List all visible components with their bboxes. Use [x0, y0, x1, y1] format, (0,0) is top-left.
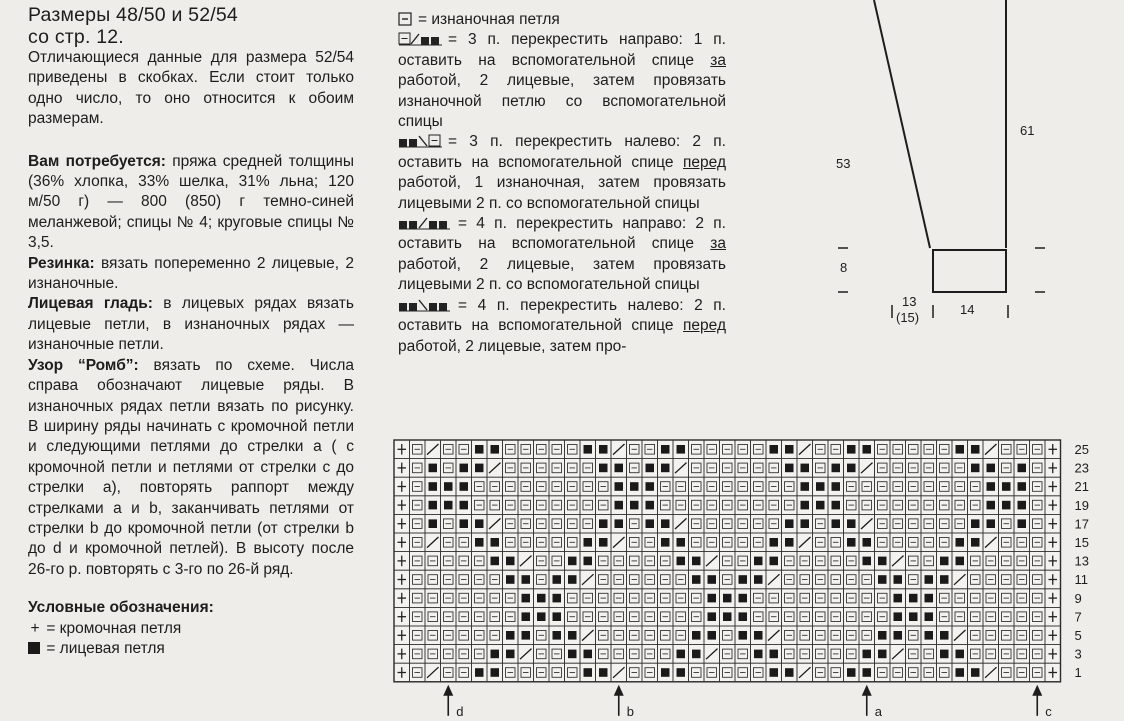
- page-ref: со стр. 12.: [28, 26, 124, 48]
- legend-edge-stitch: + = кромочная петля: [28, 619, 354, 639]
- materials-paragraph: [28, 152, 354, 254]
- row-number-label: 23: [1074, 460, 1089, 476]
- legend-cross-left-4: = 4 п. перекрестить налево: 2 п. оставить на вспомогательной спице перед работой, 2 лицевые, затем про-: [398, 296, 726, 355]
- materials-text: пряжа средней толщины (36% хлопка, 33% шелка, 31% льна; 120 м/50 г) — 800 (850) г темно-синей меланжевой; спицы № 4; круговые спицы № 3,5.: [28, 152, 354, 252]
- row-number-label: 11: [1074, 572, 1088, 588]
- dim-61: 61: [1020, 123, 1035, 138]
- dim-53: 53: [836, 156, 851, 171]
- repeat-arrow-a: [862, 685, 883, 719]
- repeat-arrow-d: [443, 685, 463, 719]
- arrow-label: b: [626, 703, 634, 719]
- row-number-label: 15: [1074, 535, 1089, 550]
- stockinette-text: в лицевых рядах вязать лицевые петли, в изнаночных рядах — изнаночные петли.: [28, 295, 354, 354]
- legend-cross-right-4: = 4 п. перекрестить направо: 2 п. оставить на вспомогательной спице за работой, 2 лицевые, затем провязать лицевыми 2 п. со вспомогательной спицы: [398, 215, 726, 294]
- size-title: Размеры 48/50 и 52/54: [28, 4, 238, 26]
- row-number-label: 5: [1074, 628, 1082, 643]
- middle-column: [398, 10, 726, 357]
- row-number-label: 19: [1074, 497, 1089, 513]
- row-number-label: 13: [1074, 553, 1089, 569]
- row-number-label: 21: [1074, 479, 1089, 495]
- row-numbers: [1075, 442, 1089, 680]
- row-number-label: 1: [1074, 665, 1082, 681]
- dim-8: 8: [840, 260, 848, 275]
- chart-grid: [394, 440, 1061, 682]
- cross-right-3-icon: [398, 32, 444, 46]
- repeat-arrows: [443, 685, 1052, 719]
- schematic-slanted-edge: [874, 0, 930, 248]
- pattern-text: вязать по схеме. Числа справа обозначают лицевые ряды. В изнаночных рядах петли вязать по рисунку. В ширину ряды начинать с кромочной петли и следующими петлями до стрелки а ( с кромочной петли и петлями от стрелки с до стрелки а), повторять раппорт между стрелками а и b, заканчивать петлями от стрелки b до кромочной петли (от стрелки b до d и кромочной петлей). В высоту после 26-го р. повторять с 3-го по 26-й ряд.: [28, 356, 354, 578]
- stockinette-heading: Лицевая гладь:: [28, 295, 153, 313]
- row-number-label: 7: [1074, 609, 1082, 625]
- arrow-label: d: [456, 703, 464, 719]
- left-column: [28, 4, 354, 659]
- legend-knit-stitch: = лицевая петля: [28, 639, 354, 659]
- rib-text: вязать попеременно 2 лицевые, 2 изнаночные.: [28, 254, 354, 293]
- legend-title: Условные обозначения:: [28, 599, 214, 617]
- repeat-arrow-c: [1032, 685, 1052, 719]
- cross-right-4-icon: [398, 216, 454, 230]
- intro-text: Отличающиеся данные для размера 52/54 приведены в скобках. Если стоит только одно число, то оно относится к обоим размерам.: [28, 49, 354, 128]
- knitting-chart: [380, 434, 1124, 721]
- materials-heading: Вам потребуется:: [28, 152, 166, 170]
- row-number-label: 17: [1074, 516, 1089, 532]
- row-number-label: 9: [1074, 590, 1082, 606]
- arrow-label: c: [1045, 703, 1052, 719]
- row-number-label: 25: [1074, 442, 1089, 457]
- pattern-heading: Узор “Ромб”:: [28, 356, 139, 374]
- garment-schematic: [830, 0, 1124, 330]
- legend-purl: = изнаночная петля: [398, 10, 726, 30]
- plus-icon: +: [30, 619, 40, 637]
- dim-13: 13: [902, 294, 917, 309]
- black-square-icon: [28, 642, 40, 654]
- dim-14: 14: [960, 302, 975, 317]
- legend-cross-right-3: = 3 п. перекрестить направо: 1 п. оставить на вспомогательной спице за работой, 2 лицевые, затем провязать изнаночной петлю со вспомогательной спицы: [398, 31, 726, 131]
- rib-paragraph: [28, 254, 354, 295]
- legend-cross-left-3: = 3 п. перекрестить налево: 2 п. оставить на вспомогательной спице перед работой, 1 изнаночная, затем провязать лицевыми 2 п. со вспомогательной спицы: [398, 133, 726, 212]
- cross-left-4-icon: [398, 298, 454, 312]
- pattern-paragraph: [28, 356, 354, 580]
- dim-15: (15): [896, 310, 920, 325]
- row-number-label: 3: [1074, 646, 1082, 662]
- schematic-cuff: [933, 250, 1006, 292]
- arrow-label: a: [874, 703, 882, 719]
- repeat-arrow-b: [614, 685, 634, 719]
- rib-heading: Резинка:: [28, 254, 95, 272]
- cross-left-3-icon: [398, 134, 444, 148]
- purl-symbol-icon: [398, 12, 414, 26]
- stockinette-paragraph: [28, 294, 354, 355]
